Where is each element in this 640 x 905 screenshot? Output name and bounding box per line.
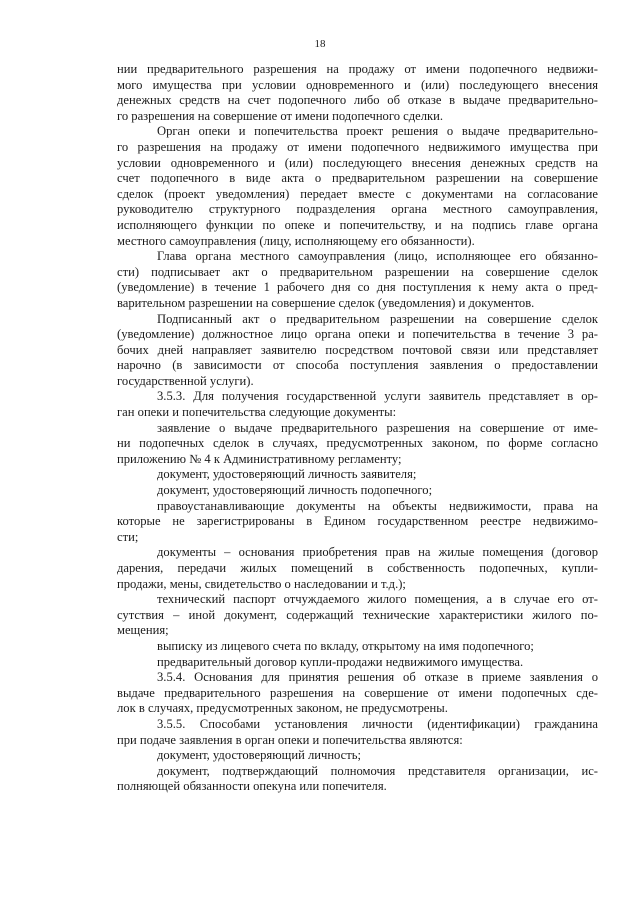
text-line: счет подопечного в виде акта о предварительном разрешении на совершение [117, 171, 598, 186]
text-line: исполняющего функции по опеке и попечительству, и на подпись главе органа [117, 217, 598, 232]
paragraph [117, 592, 598, 639]
text-line: дарения, передачи жилых помещений в собственность подопечных, купли- [117, 561, 598, 575]
paragraph [117, 670, 598, 717]
text-line: которые не зарегистрированы в Едином государственном реестре недвижимо- [117, 514, 598, 529]
text-line: выдаче предварительного разрешения на совершение от имени подопечных сде- [117, 685, 598, 700]
text-line: выписку из лицевого счета по вкладу, открытому на имя подопечного; [157, 638, 534, 653]
text-line: мещения; [117, 623, 169, 638]
text-line: документ, удостоверяющий личность заявителя; [157, 467, 417, 482]
paragraph [117, 62, 598, 124]
text-line: руководителю структурного подразделения органа местного самоуправления, [117, 202, 598, 217]
paragraph [117, 467, 598, 483]
text-line: денежных средств на счет подопечного либо об отказе в выдаче предварительно- [117, 93, 598, 108]
paragraph [117, 655, 598, 671]
paragraph [117, 764, 598, 795]
paragraph [117, 421, 598, 468]
text-line: местного самоуправления (лицу, исполняющему его обязанности). [117, 233, 475, 248]
paragraph [117, 748, 598, 764]
text-line: (уведомление) в течение 1 рабочего дня со дня поступления к нему акта о пред- [117, 280, 598, 295]
paragraph [117, 639, 598, 655]
text-line: Глава органа местного самоуправления (лицо, исполняющее его обязанно- [157, 249, 598, 264]
text-line: сти; [117, 529, 139, 544]
text-line: 3.5.4. Основания для принятия решения об отказе в приеме заявления о [157, 670, 598, 685]
paragraph [117, 717, 598, 748]
paragraph [117, 483, 598, 499]
text-line: предварительный договор купли-продажи недвижимого имущества. [157, 654, 524, 669]
text-line: документы – основания приобретения прав на жилые помещения (договор [157, 545, 598, 560]
page-number: 18 [314, 38, 326, 50]
text-line: мого имущества при условии одновременного и (или) последующего внесения [117, 77, 598, 92]
paragraph [117, 545, 598, 592]
text-line: го разрешения на продажу от имени подопечного недвижимого имущества при [117, 139, 598, 154]
text-line: сти) подписывает акт о предварительном разрешении на совершение сделок [117, 264, 598, 279]
text-line: условии одновременного и (или) последующего внесения денежных средств на [117, 155, 598, 170]
text-line: сутствия – иной документ, содержащий технические характеристики жилого по- [117, 607, 598, 622]
text-line: государственной услуги). [117, 373, 254, 388]
text-line: (уведомление) должностное лицо органа опеки и попечительства в течение 3 ра- [117, 327, 598, 342]
paragraph [117, 499, 598, 546]
text-line: нарочно (в зависимости от способа поступления заявления о предоставлении [117, 358, 598, 373]
text-line: 3.5.3. Для получения государственной услуги заявитель представляет в ор- [157, 389, 598, 404]
text-line: технический паспорт отчуждаемого жилого помещения, а в случае его от- [157, 592, 598, 607]
text-line: 3.5.5. Способами установления личности (идентификации) гражданина [157, 716, 598, 731]
text-line: варительном разрешении на совершение сделок (уведомления) и документов. [117, 295, 535, 310]
text-line: го разрешения на совершение от имени подопечного сделки. [117, 108, 444, 123]
text-line: документ, удостоверяющий личность подопечного; [157, 483, 433, 498]
text-line: документ, подтверждающий полномочия представителя организации, ис- [157, 763, 598, 778]
text-line: полняющей обязанности опекуна или попечителя. [117, 779, 387, 794]
text-line: при подаче заявления в орган опеки и попечительства являются: [117, 732, 463, 747]
text-line: ган опеки и попечительства следующие документы: [117, 405, 397, 420]
text-line: Подписанный акт о предварительном разрешении на совершение сделок [157, 311, 598, 326]
text-line: лок в случаях, предусмотренных законом, не предусмотрены. [117, 701, 448, 716]
text-line: продажи, мены, свидетельство о наследовании и т.д.); [117, 576, 406, 591]
text-line: заявление о выдаче предварительного разрешения на совершение от име- [157, 420, 598, 435]
paragraph [117, 312, 598, 390]
text-line: ни подопечных сделок в случаях, предусмотренных законом, по форме согласно [117, 436, 598, 451]
paragraph [117, 389, 598, 420]
text-line: сделок (проект уведомления) передает вместе с документами на согласование [117, 186, 598, 201]
text-line: правоустанавливающие документы на объекты недвижимости, права на [157, 498, 598, 513]
paragraph [117, 249, 598, 311]
text-line: документ, удостоверяющий личность; [157, 748, 362, 763]
text-line: бочих дней направляет заявителю посредством почтовой связи или представляет [117, 342, 598, 357]
text-line: нии предварительного разрешения на продажу от имени подопечного недвижи- [117, 62, 598, 76]
paragraph [117, 124, 598, 249]
document-body [117, 62, 598, 795]
text-line: приложению № 4 к Административному регламенту; [117, 451, 402, 466]
text-line: Орган опеки и попечительства проект решения о выдаче предварительно- [157, 124, 598, 139]
